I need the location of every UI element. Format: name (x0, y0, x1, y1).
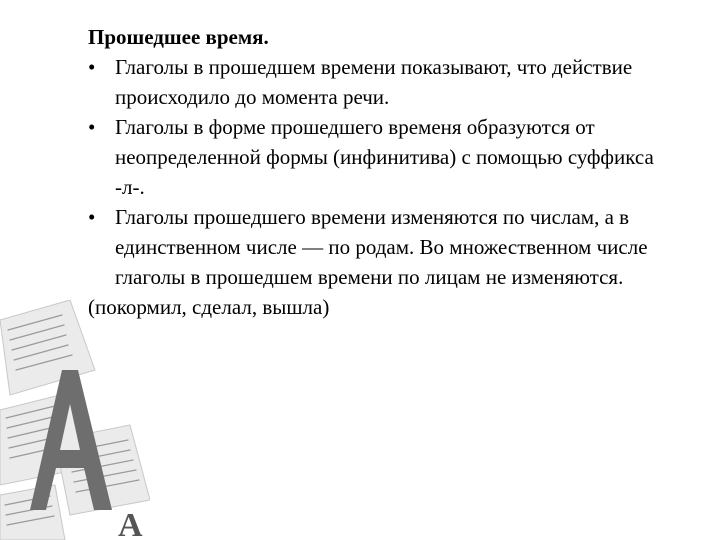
bullet-marker: • (88, 55, 96, 79)
bullet-item (88, 202, 688, 292)
slide-title: Прошедшее время. (88, 25, 269, 49)
decorative-letter-collage-icon (0, 300, 150, 540)
examples-text: (покормил, сделал, вышла) (88, 295, 330, 319)
bullet-text: Глаголы в форме прошедшего временя образуются от неопределенной формы (инфинитива) с помощью суффикса -л-. (115, 115, 654, 199)
bullet-text: Глаголы прошедшего времени изменяются по числам, а в единственном числе — по родам. Во множественном числе глаголы в прошедшем времени по лицам не изменяются. (115, 205, 648, 289)
bullet-marker: • (88, 205, 96, 229)
decorative-letter-glyph: А (118, 507, 143, 540)
bullet-marker: • (88, 115, 96, 139)
bullet-list (88, 52, 688, 292)
slide-content (88, 20, 688, 322)
bullet-item (88, 112, 688, 202)
bullet-text: Глаголы в прошедшем времени показывают, что действие происходило до момента речи. (115, 55, 633, 109)
bullet-item (88, 52, 688, 112)
